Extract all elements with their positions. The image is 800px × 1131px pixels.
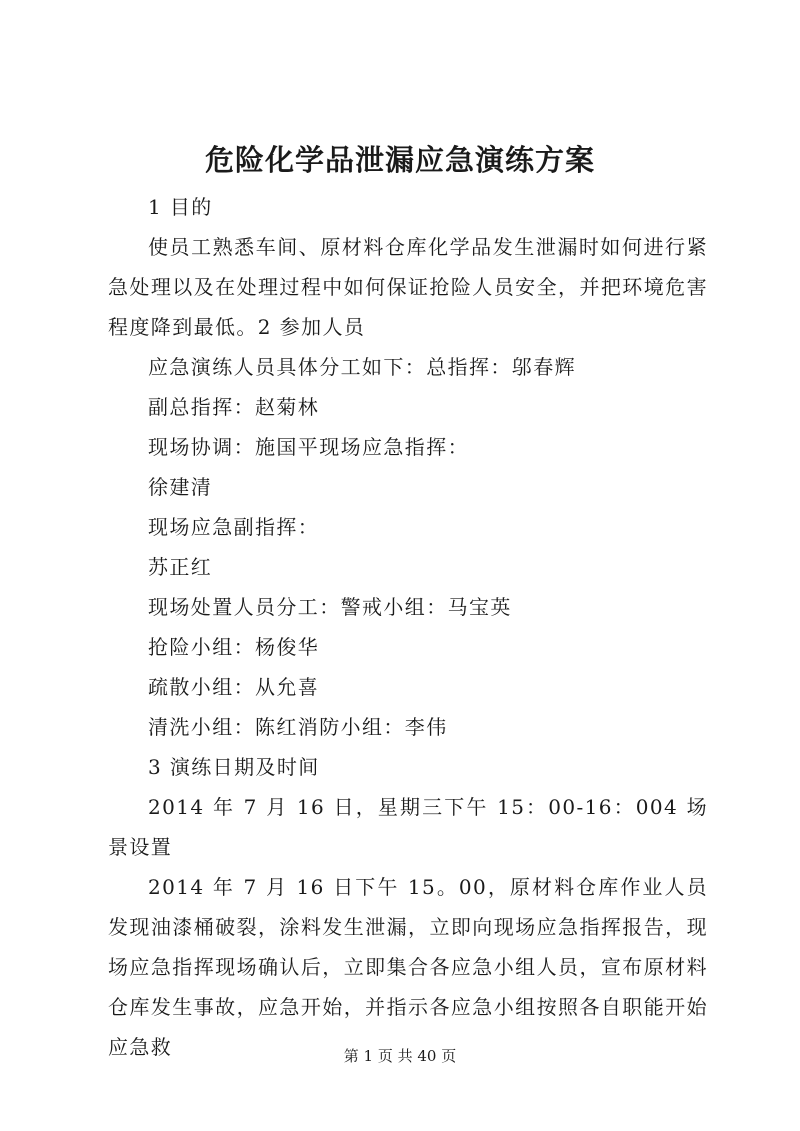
paragraph-site-commander-name: 徐建清 (148, 475, 213, 499)
paragraph-deputy-site-commander: 现场应急副指挥： (148, 515, 320, 539)
paragraph-roles-intro: 应急演练人员具体分工如下：总指挥：邬春辉 (148, 355, 576, 379)
paragraph-evacuation-team: 疏散小组：从允喜 (148, 675, 320, 699)
paragraph-rescue-team: 抢险小组：杨俊华 (148, 635, 320, 659)
section-heading-purpose: 1 目的 (148, 195, 213, 219)
section-heading-date: 3 演练日期及时间 (148, 755, 320, 779)
document-body (108, 187, 708, 1067)
paragraph-alert-team: 现场处置人员分工：警戒小组：马宝英 (148, 595, 512, 619)
page-footer: 第 1 页 共 40 页 (343, 1047, 457, 1065)
paragraph-deputy-site-commander-name: 苏正红 (148, 555, 213, 579)
paragraph-scenario: 2014 年 7 月 16 日下午 15。00，原材料仓库作业人员发现油漆桶破裂，涂料发生泄漏，立即向现场应急指挥报告，现场应急指挥现场确认后，立即集合各应急小组人员，宣布原材料仓库发生事故，应急开始，并指示各应急小组按照各自职能开始应急救 (108, 875, 708, 1059)
paragraph-site-coordinator: 现场协调：施国平现场应急指挥： (148, 435, 469, 459)
paragraph-deputy-commander: 副总指挥：赵菊林 (148, 395, 320, 419)
paragraph-date-time: 2014 年 7 月 16 日，星期三下午 15：00-16：004 场景设置 (108, 795, 708, 859)
document-title: 危险化学品泄漏应急演练方案 (204, 143, 595, 177)
paragraph-cleaning-fire-team: 清洗小组：陈红消防小组：李伟 (148, 715, 448, 739)
paragraph-purpose: 使员工熟悉车间、原材料仓库化学品发生泄漏时如何进行紧急处理以及在处理过程中如何保证抢险人员安全，并把环境危害程度降到最低。2 参加人员 (108, 235, 708, 339)
